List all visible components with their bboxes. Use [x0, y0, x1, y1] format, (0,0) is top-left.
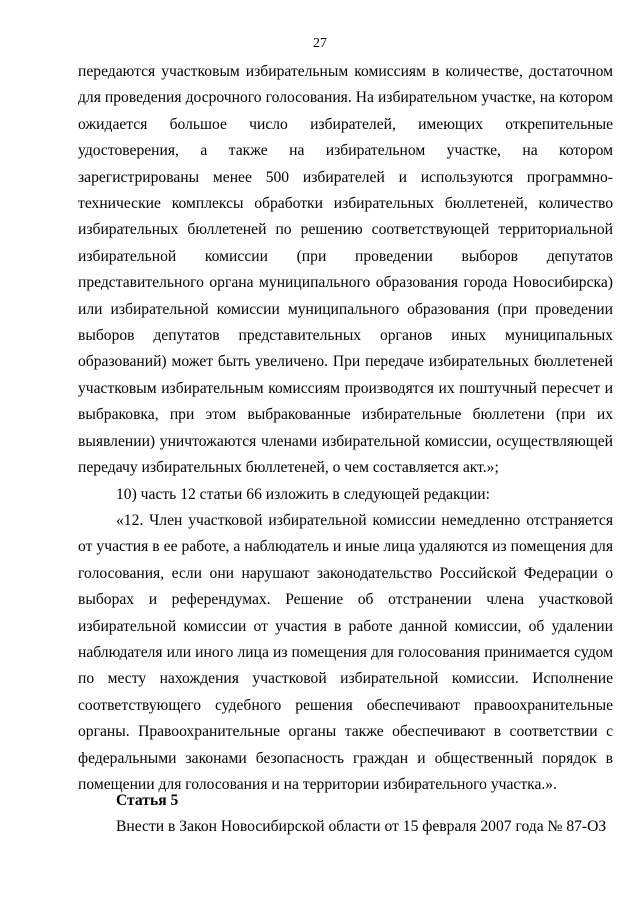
document-body	[78, 59, 613, 798]
quoted-amendment-text: «12. Член участковой избирательной комиссии немедленно отстраняется от участия в ее работе, а наблюдатель и иные лица удаляются из помещения для голосования, если они нарушают законодательство Российской Федерации о выборах и референдумах. Решение об отстранении члена участковой избирательной комиссии от участия в работе данной комиссии, об удалении наблюдателя или иного лица из помещения для голосования принимается судом по месту нахождения участковой избирательной комиссии. Исполнение соответствующего судебного решения обеспечивают правоохранительные органы. Правоохранительные органы также обеспечивают в соответствии с федеральными законами безопасность граждан и общественный порядок в помещении для голосования и на территории избирательного участка.».	[78, 511, 613, 793]
article-intro-text: Внести в Закон Новосибирской области от 15 февраля 2007 года № 87-ОЗ	[116, 818, 607, 835]
article-heading: Статья 5	[116, 792, 179, 809]
paragraph-continuation: передаются участковым избирательным комиссиям в количестве, достаточном для проведения досрочного голосования. На избирательном участке, на котором ожидается большое число избирателей, имеющих открепительные удостоверения, а также на избирательном участке, на котором зарегистрированы менее 500 избирателей и используются программно-технические комплексы обработки избирательных бюллетеней, количество избирательных бюллетеней по решению соответствующей территориальной избирательной комиссии (при проведении выборов депутатов представительного органа муниципального образования города Новосибирска) или избирательной комиссии муниципального образования (при проведении выборов депутатов представительных органов иных муниципальных образований) может быть увеличено. При передаче избирательных бюллетеней участковым избирательным комиссиям производятся их поштучный пересчет и выбраковка, при этом выбракованные избирательные бюллетени (при их выявлении) уничтожаются членами избирательной комиссии, осуществляющей передачу избирательных бюллетеней, о чем составляется акт.»;	[78, 63, 613, 477]
page-number: 27	[313, 36, 327, 51]
list-item-10: 10) часть 12 статьи 66 изложить в следующей редакции:	[116, 485, 490, 503]
